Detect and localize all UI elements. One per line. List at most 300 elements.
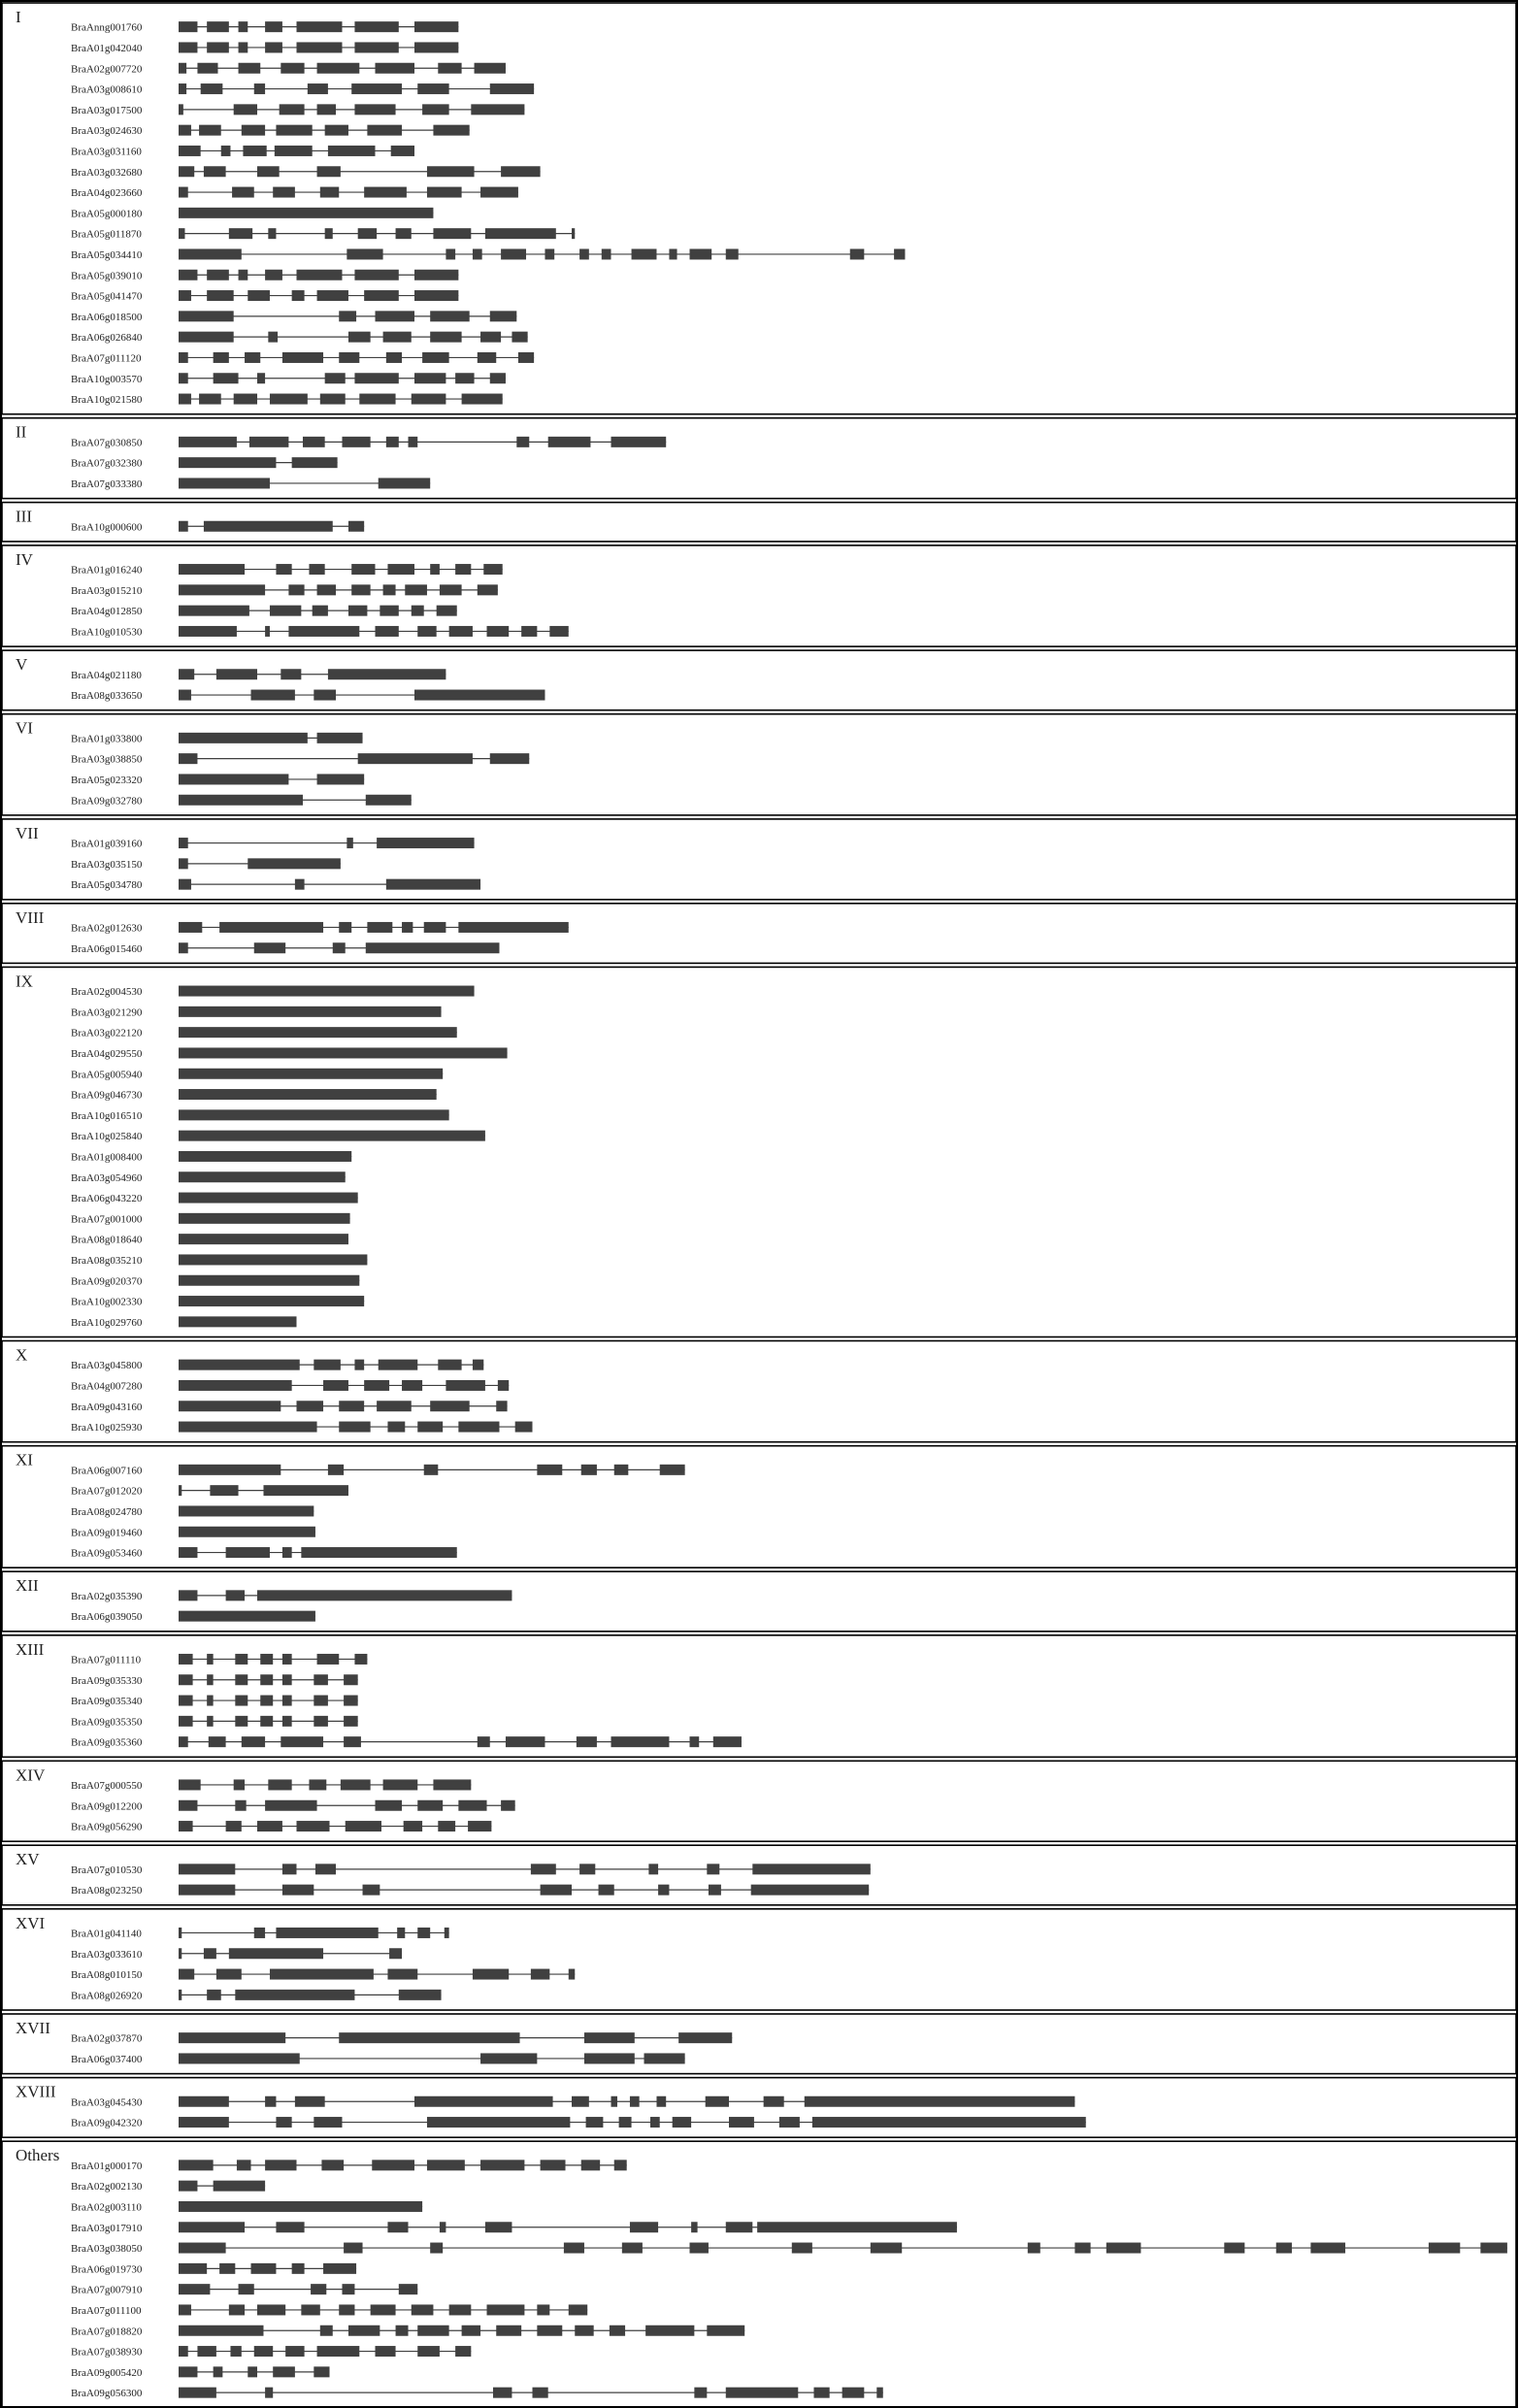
exon-block — [619, 2117, 632, 2128]
exon-block — [359, 394, 395, 405]
gene-row — [71, 332, 528, 345]
exon-block — [354, 373, 398, 383]
exon-block — [397, 1928, 405, 1938]
group-label: XVI — [16, 1913, 46, 1932]
exon-block — [234, 1779, 245, 1790]
exon-block — [610, 2326, 625, 2336]
gene-id-label: BraA03g045800 — [71, 1360, 143, 1372]
exon-block — [207, 1990, 221, 2000]
exon-block — [179, 2366, 197, 2377]
exon-block — [179, 733, 308, 743]
gene-id-label: BraA06g015460 — [71, 942, 143, 955]
exon-block — [249, 437, 289, 447]
group-frame — [2, 904, 1516, 964]
gene-row — [71, 986, 475, 999]
exon-block — [579, 248, 589, 259]
gene-id-label: BraA04g012850 — [71, 606, 143, 618]
gene-id-label: BraA02g007720 — [71, 63, 143, 76]
exon-block — [179, 879, 191, 890]
exon-block — [179, 1069, 443, 1079]
exon-block — [179, 1109, 449, 1120]
gene-row — [71, 521, 364, 534]
exon-block — [1310, 2243, 1345, 2254]
exon-block — [376, 63, 415, 74]
exon-block — [417, 1422, 443, 1433]
exon-block — [541, 1885, 572, 1896]
exon-block — [254, 942, 285, 953]
exon-block — [179, 1089, 437, 1100]
exon-block — [239, 63, 261, 74]
gene-id-label: BraA09g035340 — [71, 1696, 143, 1708]
gene-row — [71, 690, 545, 703]
group-iv — [2, 545, 1516, 646]
gene-id-label: BraA03g045430 — [71, 2096, 143, 2109]
gene-id-label: BraA07g011120 — [71, 352, 142, 365]
group-frame — [2, 1635, 1516, 1758]
exon-block — [179, 2263, 207, 2274]
exon-block — [363, 1885, 380, 1896]
exon-block — [490, 83, 534, 94]
exon-block — [455, 373, 474, 383]
gene-id-label: BraA03g038050 — [71, 2243, 143, 2256]
exon-block — [339, 311, 356, 321]
gene-id-label: BraA09g019460 — [71, 1527, 143, 1539]
exon-block — [270, 1969, 374, 1980]
gene-id-label: BraA10g021580 — [71, 394, 143, 407]
exon-block — [449, 626, 473, 637]
exon-block — [487, 2304, 525, 2315]
gene-id-label: BraA06g019730 — [71, 2263, 143, 2276]
exon-block — [427, 187, 462, 198]
exon-block — [179, 146, 201, 156]
exon-block — [282, 1716, 292, 1727]
group-label: Others — [16, 2146, 60, 2165]
exon-block — [417, 2346, 440, 2357]
exon-block — [339, 2032, 519, 2043]
gene-row — [71, 1006, 442, 1019]
exon-block — [257, 1590, 512, 1600]
exon-block — [207, 21, 229, 32]
exon-block — [805, 2096, 1075, 2107]
exon-block — [325, 228, 333, 239]
gene-row — [71, 2346, 471, 2359]
gene-row — [71, 21, 458, 34]
groups-layer — [2, 3, 1516, 2408]
exon-block — [669, 248, 677, 259]
exon-block — [473, 1969, 509, 1980]
gene-row — [71, 208, 433, 220]
exon-block — [265, 270, 282, 280]
exon-block — [351, 564, 375, 575]
gene-id-label: BraA05g039010 — [71, 270, 143, 282]
exon-block — [1429, 2243, 1460, 2254]
exon-block — [313, 606, 328, 616]
exon-block — [297, 270, 343, 280]
exon-block — [344, 1696, 358, 1706]
exon-block — [427, 2160, 465, 2170]
exon-block — [611, 2096, 617, 2107]
exon-block — [179, 521, 188, 532]
group-frame — [2, 1571, 1516, 1632]
gene-row — [71, 795, 412, 808]
group-xii — [2, 1571, 1516, 1632]
group-xiii — [2, 1635, 1516, 1758]
gene-row — [71, 270, 458, 282]
exon-block — [179, 1151, 351, 1162]
exon-block — [317, 63, 360, 74]
gene-id-label: BraA05g034780 — [71, 879, 143, 892]
exon-block — [317, 290, 348, 301]
exon-block — [281, 63, 304, 74]
gene-id-label: BraA06g026840 — [71, 332, 143, 345]
gene-row — [71, 104, 524, 116]
exon-block — [364, 1380, 389, 1391]
gene-id-label: BraA09g032780 — [71, 795, 143, 808]
group-frame — [2, 650, 1516, 710]
exon-block — [545, 248, 554, 259]
exon-block — [239, 270, 248, 280]
exon-block — [354, 1654, 367, 1665]
gene-row — [71, 1465, 685, 1477]
exon-block — [226, 1590, 245, 1600]
exon-block — [483, 564, 502, 575]
exon-block — [314, 1674, 328, 1685]
group-xiv — [2, 1761, 1516, 1841]
exon-block — [417, 2326, 448, 2336]
exon-block — [235, 1654, 248, 1665]
exon-block — [276, 2117, 291, 2128]
exon-block — [315, 1864, 336, 1874]
gene-row — [71, 858, 341, 871]
exon-block — [1074, 2243, 1090, 2254]
exon-block — [792, 2243, 812, 2254]
exon-block — [179, 2243, 226, 2254]
exon-block — [344, 1716, 358, 1727]
group-label: XVIII — [16, 2082, 56, 2101]
exon-block — [611, 437, 667, 447]
exon-block — [485, 2222, 512, 2232]
exon-block — [354, 104, 395, 115]
exon-block — [179, 838, 188, 848]
exon-block — [179, 1821, 193, 1831]
exon-block — [179, 83, 186, 94]
gene-id-label: BraA09g043160 — [71, 1401, 143, 1413]
gene-row — [71, 1485, 348, 1498]
exon-block — [179, 1380, 292, 1391]
exon-block — [248, 2366, 257, 2377]
exon-block — [412, 2304, 434, 2315]
exon-block — [229, 2304, 245, 2315]
exon-block — [179, 42, 197, 52]
exon-block — [379, 1360, 418, 1370]
exon-block — [339, 922, 351, 933]
gene-row — [71, 63, 506, 76]
exon-block — [179, 1948, 182, 1959]
exon-block — [658, 1885, 669, 1896]
gene-row — [71, 606, 457, 618]
exon-block — [445, 1928, 449, 1938]
group-label: XVII — [16, 2019, 50, 2037]
gene-id-label: BraA08g010150 — [71, 1969, 143, 1982]
exon-block — [292, 457, 338, 468]
exon-block — [179, 1171, 346, 1182]
exon-block — [348, 606, 367, 616]
exon-block — [438, 1821, 455, 1831]
exon-block — [232, 187, 254, 198]
exon-block — [179, 1316, 297, 1327]
exon-block — [245, 352, 260, 363]
exon-block — [342, 2284, 354, 2294]
exon-block — [354, 42, 398, 52]
exon-block — [726, 2388, 799, 2398]
exon-block — [179, 1779, 201, 1790]
exon-block — [201, 83, 223, 94]
exon-block — [414, 21, 458, 32]
exon-block — [422, 352, 449, 363]
exon-block — [342, 437, 370, 447]
exon-block — [179, 228, 184, 239]
group-x — [2, 1341, 1516, 1442]
exon-block — [273, 2366, 295, 2377]
exon-block — [179, 2160, 214, 2170]
gene-row — [71, 2053, 685, 2065]
exon-block — [179, 1422, 317, 1433]
exon-block — [199, 394, 221, 405]
exon-block — [209, 1736, 226, 1747]
exon-block — [713, 1736, 742, 1747]
exon-block — [309, 1779, 326, 1790]
exon-block — [179, 166, 194, 177]
group-xi — [2, 1446, 1516, 1568]
exon-block — [333, 942, 346, 953]
gene-id-label: BraA07g000550 — [71, 1779, 143, 1792]
group-frame — [2, 819, 1516, 900]
gene-row — [71, 166, 541, 179]
exon-block — [660, 1465, 685, 1475]
exon-block — [376, 626, 399, 637]
exon-block — [197, 63, 217, 74]
exon-block — [404, 1821, 422, 1831]
exon-block — [468, 1821, 491, 1831]
exon-block — [317, 2346, 360, 2357]
group-ix — [2, 967, 1516, 1336]
exon-block — [179, 2053, 300, 2063]
gene-row — [71, 83, 534, 96]
exon-block — [257, 1821, 282, 1831]
gene-id-label: BraA01g041140 — [71, 1928, 142, 1940]
exon-block — [179, 795, 303, 806]
exon-block — [320, 394, 346, 405]
gene-row — [71, 626, 569, 639]
exon-block — [260, 1716, 273, 1727]
exon-block — [179, 2304, 191, 2315]
exon-block — [515, 1422, 533, 1433]
exon-block — [537, 2326, 562, 2336]
gene-row — [71, 1547, 457, 1560]
group-viii — [2, 904, 1516, 964]
exon-block — [301, 1547, 456, 1558]
exon-block — [387, 2222, 408, 2232]
gene-id-label: BraA01g016240 — [71, 564, 143, 577]
gene-id-label: BraA03g031160 — [71, 146, 142, 158]
gene-id-label: BraA09g042320 — [71, 2117, 143, 2129]
gene-id-label: BraA07g011110 — [71, 1654, 142, 1666]
exon-block — [179, 1047, 508, 1058]
exon-block — [433, 125, 469, 136]
gene-id-label: BraA07g038930 — [71, 2346, 143, 2359]
gene-row — [71, 584, 498, 597]
exon-block — [405, 584, 427, 595]
exon-block — [179, 63, 186, 74]
exon-block — [614, 2160, 627, 2170]
exon-block — [412, 394, 446, 405]
exon-block — [377, 838, 474, 848]
gene-row — [71, 1590, 512, 1602]
exon-block — [254, 83, 265, 94]
exon-block — [179, 332, 234, 343]
exon-block — [478, 1736, 490, 1747]
group-i — [2, 3, 1516, 414]
exon-block — [1276, 2243, 1292, 2254]
exon-block — [417, 1800, 443, 1811]
exon-block — [779, 2117, 800, 2128]
gene-row — [71, 125, 470, 138]
gene-id-label: BraA01g033800 — [71, 733, 143, 745]
exon-block — [179, 1864, 235, 1874]
exon-block — [179, 1275, 359, 1286]
exon-block — [295, 879, 305, 890]
gene-id-label: BraA04g007280 — [71, 1380, 143, 1393]
exon-block — [691, 2222, 697, 2232]
group-vii — [2, 819, 1516, 900]
exon-block — [235, 1716, 248, 1727]
gene-row — [71, 1800, 515, 1813]
gene-id-label: BraA05g005940 — [71, 1069, 143, 1081]
group-xvi — [2, 1909, 1516, 2010]
exon-block — [512, 332, 527, 343]
gene-id-label: BraA07g011100 — [71, 2304, 142, 2317]
exon-block — [295, 2096, 325, 2107]
exon-block — [656, 2096, 666, 2107]
exon-block — [317, 104, 336, 115]
exon-block — [427, 2117, 570, 2128]
gene-row — [71, 1969, 575, 1982]
exon-block — [210, 1485, 238, 1496]
exon-block — [239, 2284, 254, 2294]
exon-block — [399, 2284, 417, 2294]
exon-block — [221, 146, 231, 156]
gene-row — [71, 942, 499, 955]
exon-block — [478, 352, 496, 363]
exon-block — [288, 584, 304, 595]
exon-block — [235, 1990, 354, 2000]
gene-id-label: BraA03g017910 — [71, 2222, 143, 2234]
exon-block — [648, 1864, 658, 1874]
exon-block — [204, 521, 333, 532]
gene-id-label: BraA03g015210 — [71, 584, 143, 597]
exon-block — [179, 1674, 193, 1685]
exon-block — [414, 270, 458, 280]
exon-block — [179, 1193, 358, 1204]
gene-row — [71, 1069, 443, 1081]
exon-block — [386, 879, 480, 890]
exon-block — [501, 248, 526, 259]
exon-block — [179, 1885, 235, 1896]
exon-block — [257, 166, 280, 177]
gene-row — [71, 1360, 483, 1372]
exon-block — [323, 2263, 356, 2274]
gene-id-label: BraA10g016510 — [71, 1109, 143, 1122]
gene-row — [71, 2201, 422, 2214]
exon-block — [581, 1465, 597, 1475]
exon-block — [179, 1990, 182, 2000]
exon-block — [707, 1864, 719, 1874]
exon-block — [650, 2117, 660, 2128]
group-xv — [2, 1845, 1516, 1905]
exon-block — [292, 2263, 305, 2274]
exon-block — [354, 1360, 364, 1370]
gene-id-label: BraA06g039050 — [71, 1611, 143, 1624]
gene-id-label: BraA02g003110 — [71, 2201, 142, 2214]
exon-block — [427, 166, 475, 177]
group-label: XIII — [16, 1639, 45, 1659]
exon-block — [876, 2388, 882, 2398]
exon-block — [265, 21, 282, 32]
exon-block — [438, 63, 461, 74]
exon-block — [179, 1131, 485, 1141]
exon-block — [751, 1885, 870, 1896]
exon-block — [572, 228, 575, 239]
exon-block — [842, 2388, 865, 2398]
gene-id-label: BraA08g035210 — [71, 1254, 143, 1267]
exon-block — [430, 2243, 443, 2254]
group-frame — [2, 2014, 1516, 2074]
exon-block — [572, 2096, 589, 2107]
exon-block — [234, 394, 257, 405]
exon-block — [179, 1527, 315, 1537]
exon-block — [537, 2304, 549, 2315]
exon-block — [344, 1674, 358, 1685]
group-v — [2, 650, 1516, 710]
exon-block — [248, 858, 341, 869]
exon-block — [376, 2346, 396, 2357]
group-label: I — [16, 8, 21, 26]
exon-block — [678, 2032, 732, 2043]
exon-block — [276, 564, 291, 575]
gene-row — [71, 564, 503, 577]
exon-block — [414, 42, 458, 52]
exon-block — [645, 2326, 694, 2336]
exon-block — [260, 1654, 273, 1665]
exon-block — [424, 922, 446, 933]
exon-block — [179, 2201, 422, 2212]
group-label: IX — [16, 972, 33, 991]
exon-block — [490, 311, 517, 321]
exon-block — [282, 1696, 292, 1706]
gene-id-label: BraA01g000170 — [71, 2160, 143, 2172]
exon-block — [179, 2346, 188, 2357]
exon-block — [462, 394, 503, 405]
exon-block — [344, 2243, 362, 2254]
exon-block — [341, 1779, 371, 1790]
exon-block — [243, 146, 266, 156]
exon-block — [179, 457, 276, 468]
exon-block — [430, 311, 470, 321]
gene-row — [71, 753, 529, 766]
exon-block — [179, 290, 191, 301]
gene-row — [71, 879, 480, 892]
exon-block — [179, 21, 197, 32]
